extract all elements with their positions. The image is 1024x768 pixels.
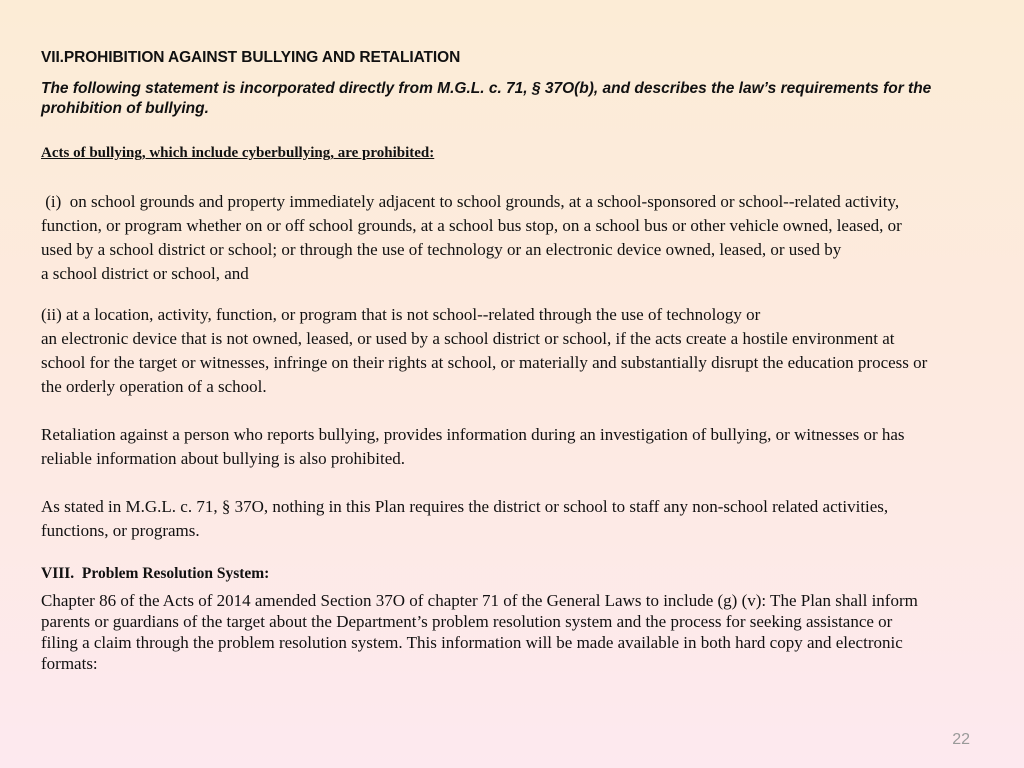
- problem-resolution-line: Chapter 86 of the Acts of 2014 amended Section 37O of chapter 71 of the General Laws to include (g) (v): The Plan shall inform: [41, 591, 918, 610]
- section-7-heading: VII.PROHIBITION AGAINST BULLYING AND RETALIATION: [41, 49, 461, 66]
- problem-resolution-line: parents or guardians of the target about the Department’s problem resolution system and the process for seeking assistance or: [41, 612, 893, 631]
- section-8-heading: VIII. Problem Resolution System:: [41, 565, 270, 582]
- retaliation-line: Retaliation against a person who reports bullying, provides information during an investigation of bullying, or witnesses or has: [41, 425, 905, 444]
- section-7-intro: The following statement is incorporated directly from M.G.L. c. 71, § 37O(b), and describes the law’s requirements for the prohibition of bullying.: [41, 80, 932, 117]
- item-i-line: function, or program whether on or off school grounds, at a school bus stop, on a school bus or other vehicle owned, leased, or: [41, 216, 902, 235]
- item-i-line: used by a school district or school; or through the use of technology or an electronic device owned, leased, or used by: [41, 240, 842, 259]
- stated-line: functions, or programs.: [41, 521, 200, 540]
- item-i-line: (i) on school grounds and property immediately adjacent to school grounds, at a school-sponsored or school--related activity,: [41, 192, 900, 211]
- page-number: 22: [952, 731, 970, 748]
- retaliation-line: reliable information about bullying is also prohibited.: [41, 449, 406, 468]
- stated-line: As stated in M.G.L. c. 71, § 37O, nothing in this Plan requires the district or school to staff any non-school related activities,: [41, 497, 889, 516]
- item-ii-line: the orderly operation of a school.: [41, 377, 267, 396]
- stated-in-law-paragraph: [41, 495, 986, 543]
- item-ii-line: an electronic device that is not owned, leased, or used by a school district or school, if the acts create a hostile environment at: [41, 329, 895, 348]
- item-ii-line: school for the target or witnesses, infringe on their rights at school, or materially and substantially disrupt the education process or: [41, 353, 928, 372]
- retaliation-paragraph: [41, 423, 986, 471]
- item-ii-paragraph: [41, 303, 986, 399]
- problem-resolution-line: formats:: [41, 654, 98, 673]
- problem-resolution-paragraph: [41, 590, 986, 674]
- item-ii-line: (ii) at a location, activity, function, or program that is not school--related through the use of technology or: [41, 305, 761, 324]
- item-i-paragraph: [41, 190, 986, 286]
- acts-of-bullying-heading: Acts of bullying, which include cyberbullying, are prohibited:: [41, 145, 435, 161]
- problem-resolution-line: filing a claim through the problem resolution system. This information will be made available in both hard copy and electronic: [41, 633, 903, 652]
- item-i-line: a school district or school, and: [41, 264, 249, 283]
